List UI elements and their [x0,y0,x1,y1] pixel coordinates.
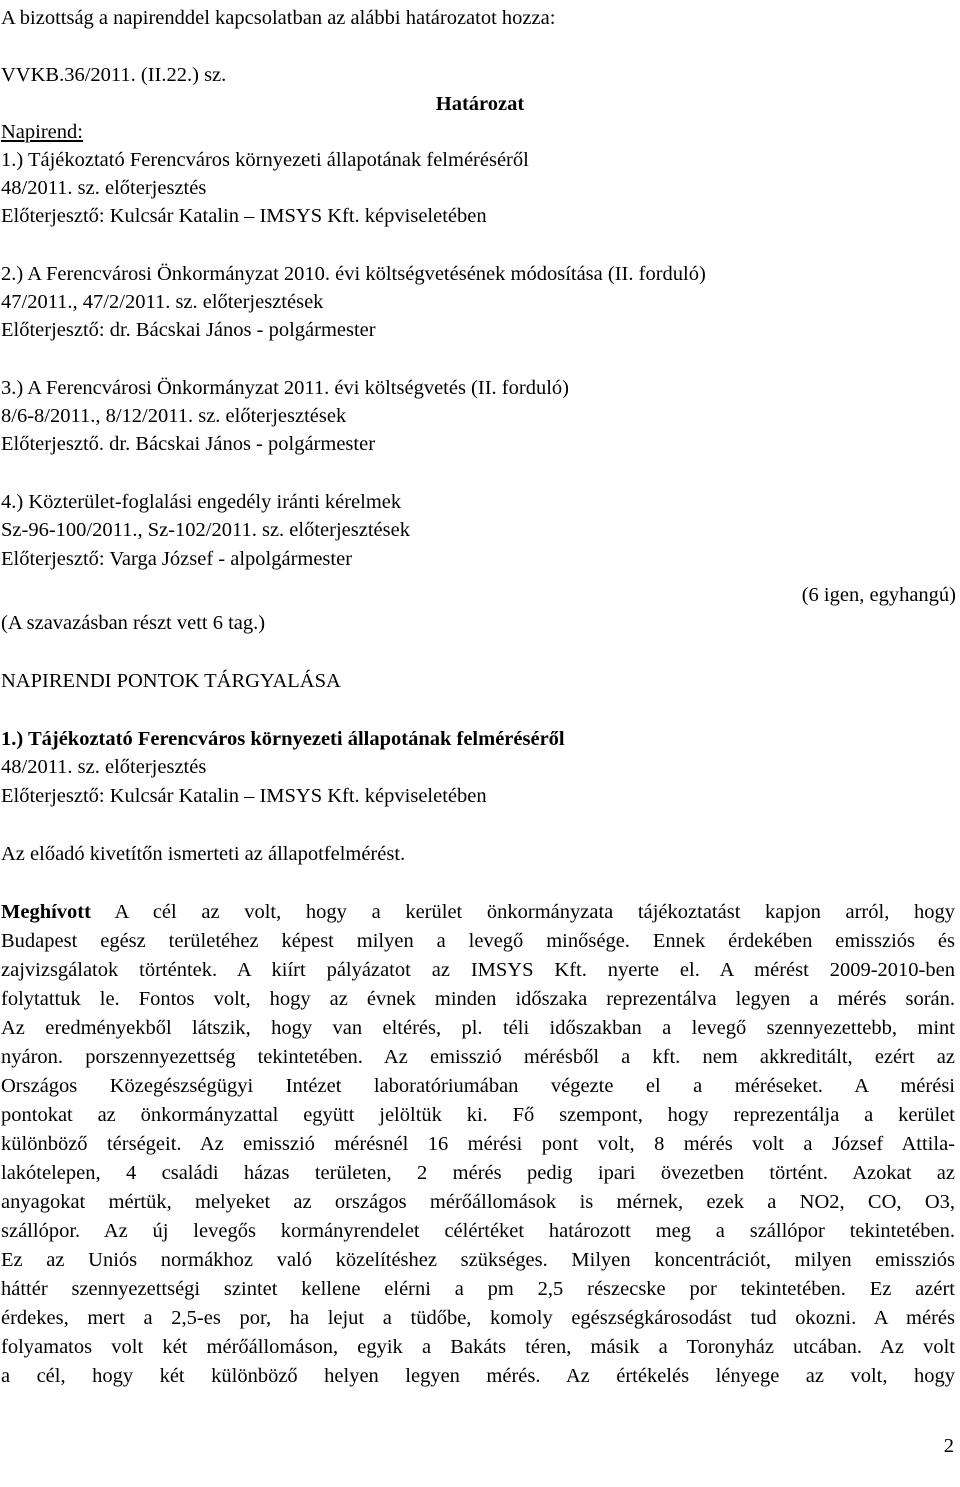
page-number: 2 [943,1435,954,1457]
discussion-item-title: 1.) Tájékoztató Ferencváros környezeti állapotának felméréséről [1,728,565,750]
agenda-item-4-ref: Sz-96-100/2011., Sz-102/2011. sz. előterjesztések [1,519,410,541]
paragraph-line: nyáron. porszennyezettség tekintetében. Az emisszió mérésből a kft. nem akkreditált, ezért az [1,1046,955,1068]
agenda-item-2-ref: 47/2011., 47/2/2011. sz. előterjesztések [1,291,324,313]
paragraph-line: Az eredményekből látszik, hogy van eltérés, pl. téli időszakban a levegő szennyezettebb, mint [1,1017,955,1039]
agenda-item-1-title: 1.) Tájékoztató Ferencváros környezeti állapotának felméréséről [1,149,529,171]
paragraph-line: folytattuk le. Fontos volt, hogy az évnek minden időszaka reprezentálva legyen a mérés során. [1,988,955,1010]
paragraph-line: érdekes, mert a 2,5-es por, ha lejut a tüdőbe, komoly egészségkárosodást tud okozni. A mérés [1,1307,955,1329]
vote-result: (6 igen, egyhangú) [801,584,956,606]
paragraph-line: a cél, hogy két különböző helyen legyen mérés. Az értékelés lényege az volt, hogy [1,1365,955,1387]
agenda-item-4-title: 4.) Közterület-foglalási engedély iránti kérelmek [1,491,402,513]
paragraph-line: pontokat az önkormányzattal együtt jelöltük ki. Fő szempont, hogy reprezentálja a kerület [1,1104,955,1126]
resolution-title: Határozat [435,93,525,115]
paragraph-line: háttér szennyezettségi szintet kellene elérni a pm 2,5 részecske por tekintetében. Ez azért [1,1278,955,1300]
intro-text: A bizottság a napirenddel kapcsolatban az alábbi határozatot hozza: [1,7,556,29]
agenda-item-4-presenter: Előterjesztő: Varga József - alpolgármester [1,548,353,570]
discussion-item-presenter: Előterjesztő: Kulcsár Katalin – IMSYS Kft. képviseletében [1,785,487,807]
paragraph-line: zajvizsgálatok történtek. A kiírt pályázatot az IMSYS Kft. nyerte el. A mérést 2009-2010-ben [1,959,955,981]
speaker-label: Meghívott [1,901,91,923]
agenda-item-3-presenter: Előterjesztő. dr. Bácskai János - polgármester [1,433,376,455]
paragraph-line: folyamatos volt két mérőállomáson, egyik a Bakáts téren, másik a Toronyház utcában. Az volt [1,1336,955,1358]
agenda-item-2-title: 2.) A Ferencvárosi Önkormányzat 2010. évi költségvetésének módosítása (II. forduló) [1,263,706,285]
resolution-id: VVKB.36/2011. (II.22.) sz. [1,64,227,86]
agenda-item-3-title: 3.) A Ferencvárosi Önkormányzat 2011. évi költségvetés (II. forduló) [1,377,569,399]
agenda-item-1-presenter: Előterjesztő: Kulcsár Katalin – IMSYS Kft. képviseletében [1,205,487,227]
discussion-item-ref: 48/2011. sz. előterjesztés [1,756,207,778]
paragraph-line: különböző térségeit. Az emisszió mérésnél 16 mérési pont volt, 8 mérés volt a József Attila- [1,1133,955,1155]
agenda-item-2-presenter: Előterjesztő: dr. Bácskai János - polgármester [1,319,376,341]
vote-participants: (A szavazásban részt vett 6 tag.) [1,612,266,634]
agenda-item-1-ref: 48/2011. sz. előterjesztés [1,177,207,199]
paragraph-line: lakótelepen, 4 családi házas területen, 2 mérés pedig ipari övezetben történt. Azokat az [1,1162,955,1184]
presentation-note: Az előadó kivetítőn ismerteti az állapotfelmérést. [1,843,406,865]
agenda-label: Napirend: [1,121,83,143]
paragraph-line: anyagokat mértük, melyeket az országos mérőállomások is mérnek, ezek a NO2, CO, O3, [1,1191,955,1213]
paragraph-line: Ez az Uniós normákhoz való közelítéshez szükséges. Milyen koncentrációt, milyen emissziós [1,1249,955,1271]
paragraph-line: szállópor. Az új levegős kormányrendelet célértéket határozott meg a szállópor tekintetében. [1,1220,955,1242]
paragraph-line [1,902,955,923]
paragraph-line: Országos Közegészségügyi Intézet laboratóriumában végezte el a méréseket. A mérési [1,1075,955,1097]
discussion-heading: NAPIRENDI PONTOK TÁRGYALÁSA [1,670,341,692]
paragraph-line: Budapest egész területéhez képest milyen a levegő minősége. Ennek érdekében emissziós és [1,930,955,952]
paragraph-line-text: A cél az volt, hogy a kerület önkormányzata tájékoztatást kapjon arról, hogy [90,901,955,923]
agenda-item-3-ref: 8/6-8/2011., 8/12/2011. sz. előterjesztések [1,405,347,427]
